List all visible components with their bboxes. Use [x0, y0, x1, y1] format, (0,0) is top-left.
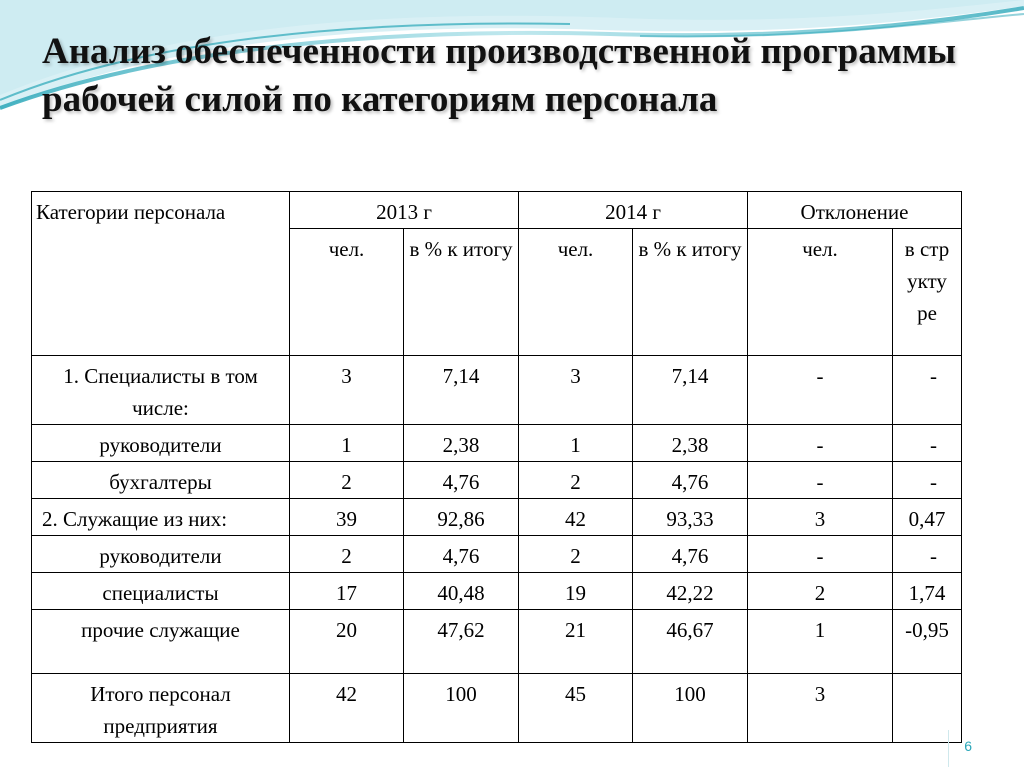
cell-people-2013: 2 [290, 536, 404, 573]
cell-pct-2014: 4,76 [633, 536, 748, 573]
cell-dev-people: 3 [748, 499, 893, 536]
cell-dev-people: - [748, 425, 893, 462]
personnel-table [31, 191, 962, 743]
cell-dev-structure: -0,95 [893, 610, 962, 674]
subheader-people-2013: чел. [290, 229, 404, 356]
cell-pct-2014: 4,76 [633, 462, 748, 499]
cell-dev-structure: 1,74 [893, 573, 962, 610]
cell-people-2014: 45 [519, 674, 633, 743]
header-deviation: Отклонение [748, 192, 962, 229]
cell-pct-2014: 2,38 [633, 425, 748, 462]
cell-people-2014: 1 [519, 425, 633, 462]
cell-pct-2013: 4,76 [404, 462, 519, 499]
divider-line [948, 730, 949, 767]
cell-pct-2014: 46,67 [633, 610, 748, 674]
cell-pct-2013: 47,62 [404, 610, 519, 674]
cell-dev-people: - [748, 536, 893, 573]
cell-people-2014: 3 [519, 356, 633, 425]
subheader-pct-2013: в % к итогу [404, 229, 519, 356]
cell-people-2013: 17 [290, 573, 404, 610]
cell-people-2013: 20 [290, 610, 404, 674]
cell-pct-2014: 93,33 [633, 499, 748, 536]
cell-dev-structure: - [893, 425, 962, 462]
slide-title: Анализ обеспеченности производственной программы рабочей силой по категориям персонала [42, 31, 957, 120]
cell-dev-structure: 0,47 [893, 499, 962, 536]
cell-people-2013: 42 [290, 674, 404, 743]
cell-dev-structure: - [893, 536, 962, 573]
cell-people-2014: 19 [519, 573, 633, 610]
cell-pct-2013: 40,48 [404, 573, 519, 610]
table-row [32, 573, 962, 610]
row-category: специалисты [32, 573, 290, 610]
row-category: 2. Служащие из них: [32, 499, 290, 536]
table-row [32, 356, 962, 425]
cell-pct-2014: 7,14 [633, 356, 748, 425]
row-category: 1. Специалисты в том числе: [32, 356, 290, 425]
cell-people-2014: 2 [519, 462, 633, 499]
table-row [32, 674, 962, 743]
cell-dev-people: - [748, 356, 893, 425]
cell-dev-people: 3 [748, 674, 893, 743]
cell-pct-2014: 42,22 [633, 573, 748, 610]
cell-people-2014: 2 [519, 536, 633, 573]
cell-people-2013: 3 [290, 356, 404, 425]
cell-pct-2014: 100 [633, 674, 748, 743]
table-row [32, 462, 962, 499]
cell-people-2014: 42 [519, 499, 633, 536]
cell-people-2013: 2 [290, 462, 404, 499]
cell-pct-2013: 7,14 [404, 356, 519, 425]
subheader-people-2014: чел. [519, 229, 633, 356]
cell-dev-structure: - [893, 462, 962, 499]
table-row [32, 499, 962, 536]
header-category: Категории персонала [32, 192, 290, 356]
cell-people-2013: 1 [290, 425, 404, 462]
header-2013: 2013 г [290, 192, 519, 229]
cell-pct-2013: 100 [404, 674, 519, 743]
subheader-pct-2014: в % к итогу [633, 229, 748, 356]
table-header-row [32, 192, 962, 229]
subheader-people-dev: чел. [748, 229, 893, 356]
header-2014: 2014 г [519, 192, 748, 229]
page-number: 6 [964, 738, 972, 754]
cell-pct-2013: 4,76 [404, 536, 519, 573]
cell-people-2013: 39 [290, 499, 404, 536]
cell-people-2014: 21 [519, 610, 633, 674]
subheader-structure-dev: в структуре [893, 229, 962, 356]
cell-dev-structure: - [893, 356, 962, 425]
row-category: руководители [32, 425, 290, 462]
cell-pct-2013: 2,38 [404, 425, 519, 462]
table-row [32, 425, 962, 462]
table-row [32, 610, 962, 674]
table-row [32, 536, 962, 573]
row-category: бухгалтеры [32, 462, 290, 499]
row-category: прочие служащие [32, 610, 290, 674]
cell-pct-2013: 92,86 [404, 499, 519, 536]
cell-dev-people: - [748, 462, 893, 499]
cell-dev-people: 1 [748, 610, 893, 674]
cell-dev-people: 2 [748, 573, 893, 610]
row-category: Итого персонал предприятия [32, 674, 290, 743]
cell-dev-structure [893, 674, 962, 743]
row-category: руководители [32, 536, 290, 573]
